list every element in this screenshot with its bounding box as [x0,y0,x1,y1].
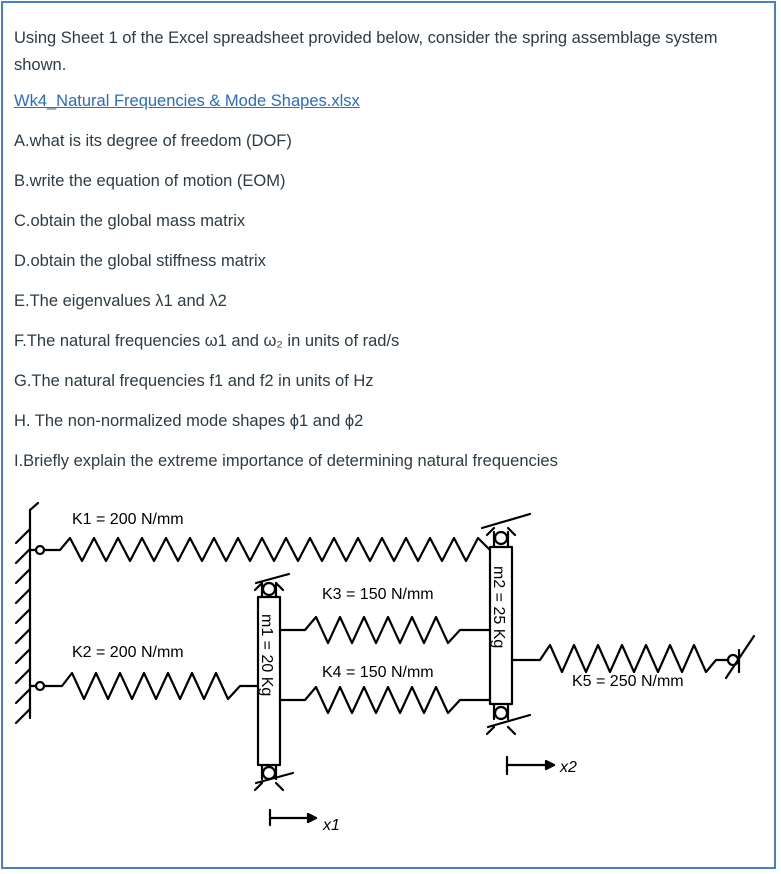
k3-label: K3 = 150 N/mm [322,586,434,603]
x1-arrow [270,810,316,825]
k5-label: K5 = 250 N/mm [572,673,684,690]
x2-arrow [507,757,554,774]
m2-label: m2 = 25 Kg [490,566,507,649]
x1-label: x1 [323,817,340,834]
spring-system-diagram [0,490,781,870]
question-h: H. The non-normalized mode shapes ϕ1 and ϕ2 [14,412,364,430]
question-text [14,25,764,471]
spring-k4 [280,687,490,713]
m1-label: m1 = 20 Kg [258,614,275,697]
x2-label: x2 [560,759,577,776]
question-a: A.what is its degree of freedom (DOF) [14,132,292,150]
question-f: F.The natural frequencies ω1 and ω₂ in units of rad/s [14,332,400,350]
k1-label: K1 = 200 N/mm [72,511,184,528]
intro-text: Using Sheet 1 of the Excel spreadsheet provided below, consider the spring assemblage system shown. [14,29,718,74]
question-c: C.obtain the global mass matrix [14,212,246,230]
spreadsheet-link[interactable]: Wk4_Natural Frequencies & Mode Shapes.xlsx [14,92,360,110]
question-e: E.The eigenvalues λ1 and λ2 [14,292,227,310]
k4-label: K4 = 150 N/mm [322,664,434,681]
left-wall [16,503,38,723]
spring-k3 [280,617,490,643]
question-b: B.write the equation of motion (EOM) [14,172,286,190]
k2-label: K2 = 200 N/mm [72,644,184,661]
spring-k2 [30,673,258,699]
question-d: D.obtain the global stiffness matrix [14,252,266,270]
question-g: G.The natural frequencies f1 and f2 in units of Hz [14,372,374,390]
spring-k5 [512,636,754,678]
spring-k1 [30,538,500,561]
question-i: I.Briefly explain the extreme importance of determining natural frequencies [14,452,558,470]
